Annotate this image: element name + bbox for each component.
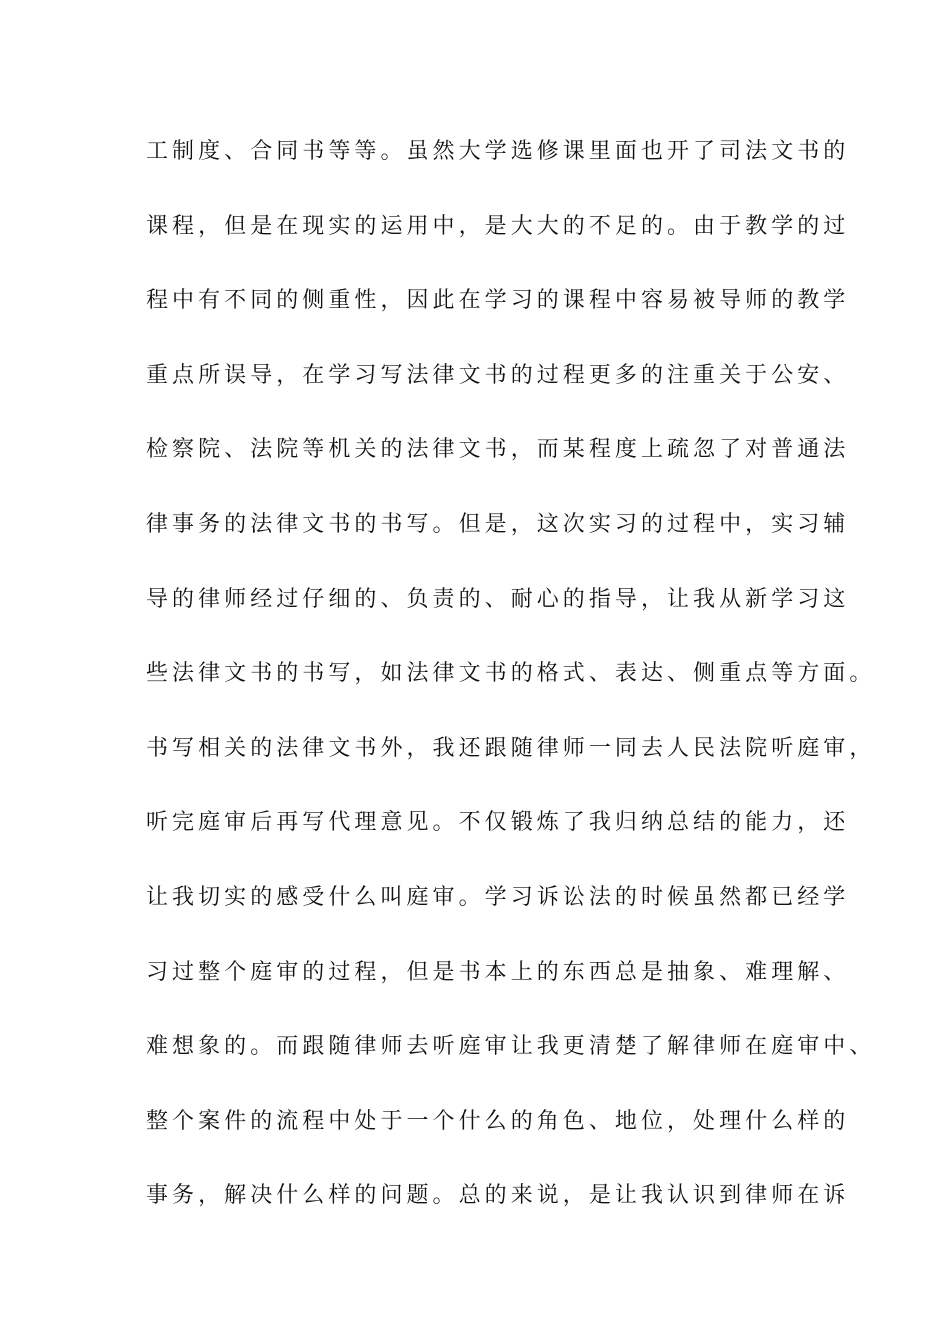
text-line: 律事务的法律文书的书写。但是，这次实习的过程中，实习辅 <box>146 511 850 537</box>
text-line: 课程，但是在现实的运用中，是大大的不足的。由于教学的过 <box>146 213 850 239</box>
text-line: 重点所误导，在学习写法律文书的过程更多的注重关于公安、 <box>146 362 850 388</box>
text-line: 难想象的。而跟随律师去听庭审让我更清楚了解律师在庭审中、 <box>146 1034 876 1060</box>
text-line: 导的律师经过仔细的、负责的、耐心的指导，让我从新学习这 <box>146 586 850 612</box>
text-line: 书写相关的法律文书外，我还跟随律师一同去人民法院听庭审， <box>146 735 876 761</box>
text-line: 工制度、合同书等等。虽然大学选修课里面也开了司法文书的 <box>146 139 850 164</box>
text-line: 整个案件的流程中处于一个什么的角色、地位，处理什么样的 <box>146 1108 850 1134</box>
body-text <box>146 130 876 1249</box>
text-line: 听完庭审后再写代理意见。不仅锻炼了我归纳总结的能力，还 <box>146 810 850 836</box>
text-line: 让我切实的感受什么叫庭审。学习诉讼法的时候虽然都已经学 <box>146 884 850 910</box>
text-line: 检察院、法院等机关的法律文书，而某程度上疏忽了对普通法 <box>146 437 850 463</box>
text-line: 些法律文书的书写，如法律文书的格式、表达、侧重点等方面。 <box>146 661 876 687</box>
text-line: 习过整个庭审的过程，但是书本上的东西总是抽象、难理解、 <box>146 959 850 985</box>
text-line: 程中有不同的侧重性，因此在学习的课程中容易被导师的教学 <box>146 288 850 314</box>
text-line: 事务，解决什么样的问题。总的来说，是让我认识到律师在诉 <box>146 1183 850 1209</box>
